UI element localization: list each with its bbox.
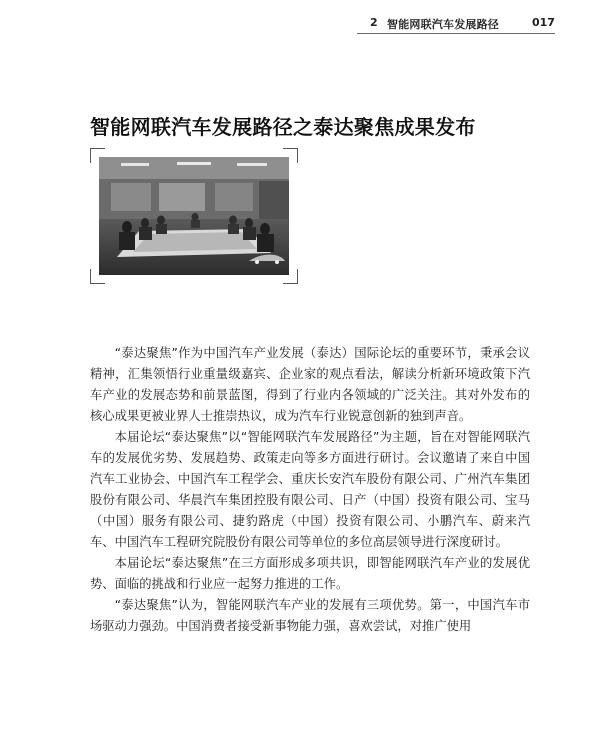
header-rule <box>357 33 555 34</box>
paragraph: 本届论坛“泰达聚焦”以“智能网联汽车发展路径”为主题，旨在对智能网联汽车的发展优劣势、发展趋势、政策走向等多方面进行研讨。会议邀请了来自中国汽车工业协会、中国汽车工程学会、重庆长安汽车股份有限公司、广州汽车集团股份有限公司、华晨汽车集团控股有限公司、日产（中国）投资有限公司、宝马（中国）服务有限公司、捷豹路虎（中国）投资有限公司、小鹏汽车、蔚来汽车、中国汽车工程研究院股份有限公司等单位的多位高层领导进行深度研讨。 <box>90 430 530 549</box>
running-section-title: 智能网联汽车发展路径 <box>387 18 499 31</box>
meeting-photo <box>99 157 289 275</box>
running-header <box>0 12 600 34</box>
paragraph: 本届论坛“泰达聚焦”在三方面形成多项共识，即智能网联汽车产业的发展优势、面临的挑战和行业应一起努力推进的工作。 <box>90 556 530 591</box>
article-title: 智能网联汽车发展路径之泰达聚焦成果发布 <box>90 115 476 140</box>
article-body <box>90 343 530 637</box>
chapter-number: 2 <box>370 16 378 29</box>
photo-frame <box>90 148 298 284</box>
paragraph: “泰达聚焦”作为中国汽车产业发展（泰达）国际论坛的重要环节，秉承会议精神，汇集领悟行业重量级嘉宾、企业家的观点看法，解读分析新环境政策下汽车产业的发展态势和前景蓝图，得到了行业内各领域的广泛关注。其对外发布的核心成果更被业界人士推崇热议，成为汽车行业锐意创新的独到声音。 <box>90 346 530 423</box>
page-number: 017 <box>532 16 555 29</box>
paragraph: “泰达聚焦”认为，智能网联汽车产业的发展有三项优势。第一，中国汽车市场驱动力强劲。中国消费者接受新事物能力强，喜欢尝试，对推广使用 <box>90 598 530 633</box>
